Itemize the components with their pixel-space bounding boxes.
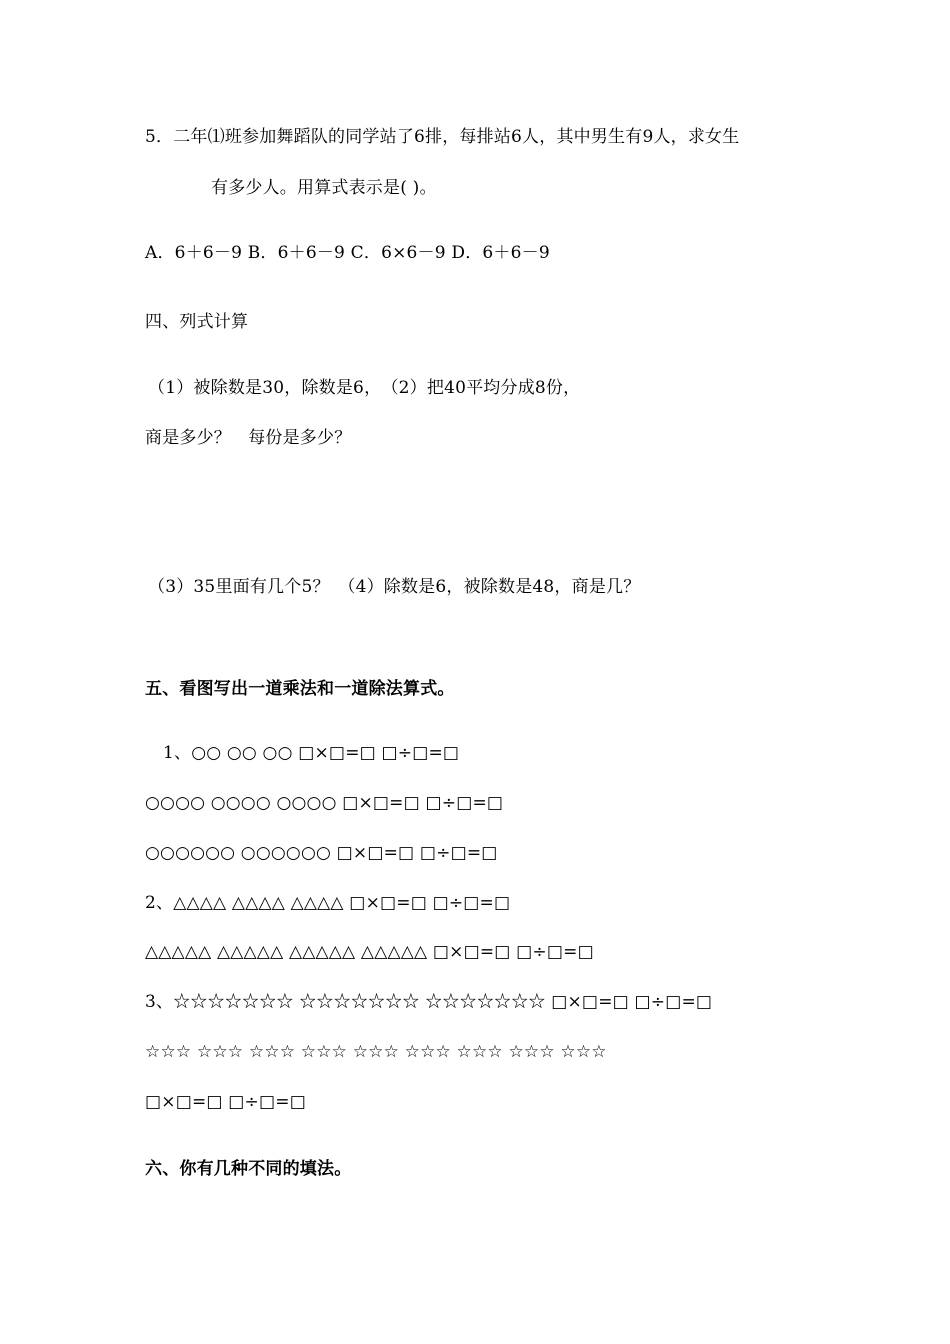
section-5-line-2: ○○○○ ○○○○ ○○○○ □×□=□ □÷□=□	[145, 793, 504, 813]
section-5-line-7: ☆☆☆ ☆☆☆ ☆☆☆ ☆☆☆ ☆☆☆ ☆☆☆ ☆☆☆ ☆☆☆ ☆☆☆	[145, 1042, 607, 1062]
question-5-options: A．6＋6－9 B．6＋6－9 C．6×6－9 D．6＋6－9	[145, 243, 550, 263]
question-5-line-1: 5．二年⑴班参加舞蹈队的同学站了6排，每排站6人，其中男生有9人，求女生	[145, 127, 740, 147]
section-5-line-6: 3、☆☆☆☆☆☆☆ ☆☆☆☆☆☆☆ ☆☆☆☆☆☆☆ □×□=□ □÷□=□	[145, 992, 713, 1012]
section-4-row-2: 商是多少？ 每份是多少？	[145, 428, 352, 448]
section-5-title: 五、看图写出一道乘法和一道除法算式。	[145, 679, 455, 699]
section-5-line-3: ○○○○○○ ○○○○○○ □×□=□ □÷□=□	[145, 843, 498, 863]
section-4-row-1: （1）被除数是30，除数是6， （2）把40平均分成8份，	[148, 378, 581, 398]
section-5-line-8: □×□=□ □÷□=□	[145, 1092, 306, 1112]
question-5-line-2: 有多少人。用算式表示是( )。	[211, 178, 437, 198]
section-5-line-4: 2、△△△△ △△△△ △△△△ □×□=□ □÷□=□	[145, 893, 511, 913]
section-5-line-5: △△△△△ △△△△△ △△△△△ △△△△△ □×□=□ □÷□=□	[145, 942, 594, 962]
section-5-line-1: 1、○○ ○○ ○○ □×□=□ □÷□=□	[163, 743, 460, 763]
section-4-title: 四、列式计算	[145, 312, 249, 332]
section-4-row-3: （3）35里面有几个5？ （4）除数是6，被除数是48，商是几？	[148, 577, 641, 597]
section-6-title: 六、你有几种不同的填法。	[145, 1159, 352, 1179]
